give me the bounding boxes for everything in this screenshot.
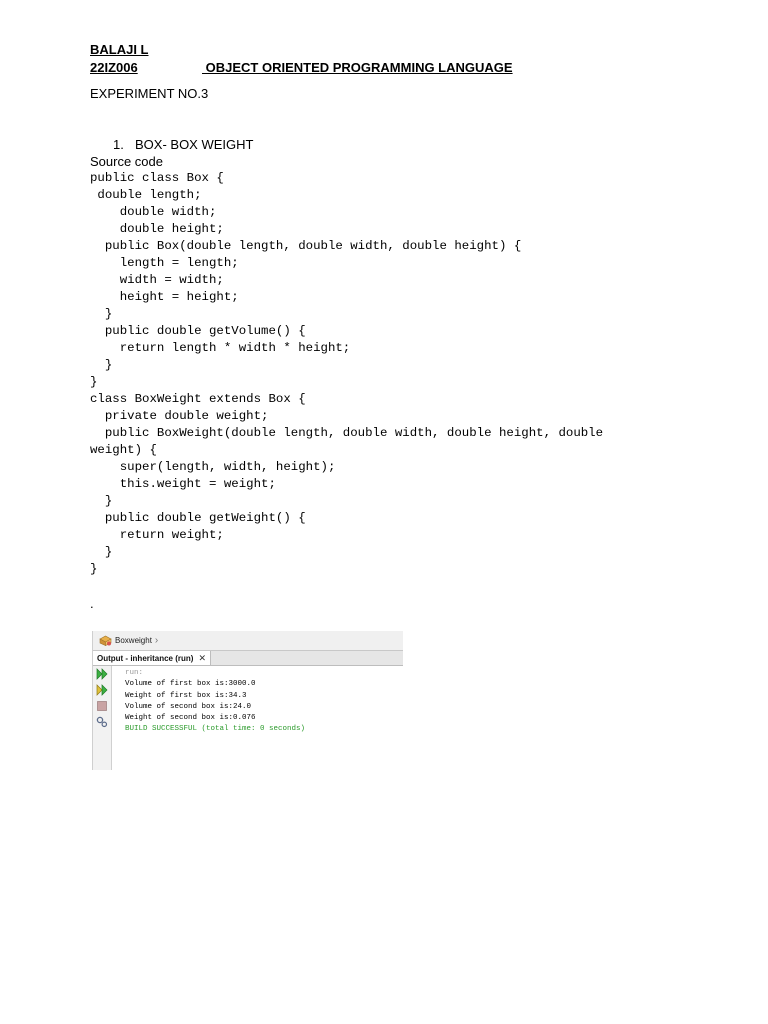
output-line: Weight of second box is:0.076 bbox=[125, 714, 256, 723]
output-panel bbox=[93, 666, 403, 770]
output-line: Volume of second box is:24.0 bbox=[125, 702, 252, 711]
code-line: } bbox=[90, 307, 113, 321]
project-crumb-label[interactable]: Boxweight bbox=[115, 636, 152, 645]
code-line: double length; bbox=[90, 188, 202, 202]
code-line: double width; bbox=[90, 205, 217, 219]
output-toolbar bbox=[93, 666, 112, 770]
rerun-modified-icon[interactable] bbox=[96, 684, 108, 696]
code-line: public double getVolume() { bbox=[90, 324, 306, 338]
code-line: } bbox=[90, 375, 98, 389]
code-line: public class Box { bbox=[90, 171, 224, 185]
code-line: } bbox=[90, 562, 98, 576]
code-line: private double weight; bbox=[90, 409, 269, 423]
output-console bbox=[125, 668, 305, 736]
code-line: width = width; bbox=[90, 273, 224, 287]
roll-number: 22IZ006 bbox=[90, 60, 138, 75]
settings-icon[interactable] bbox=[96, 716, 108, 728]
project-icon bbox=[99, 635, 112, 646]
list-title: BOX- BOX WEIGHT bbox=[135, 137, 254, 152]
code-line: length = length; bbox=[90, 256, 239, 270]
code-line: class BoxWeight extends Box { bbox=[90, 392, 306, 406]
rerun-icon[interactable] bbox=[96, 668, 108, 680]
author-name: BALAJI L bbox=[90, 42, 149, 57]
code-line: } bbox=[90, 545, 113, 559]
output-line: Volume of first box is:3000.0 bbox=[125, 680, 256, 689]
code-line: return weight; bbox=[90, 528, 224, 542]
subject-title: OBJECT ORIENTED PROGRAMMING LANGUAGE bbox=[202, 60, 513, 75]
trailing-dot: . bbox=[90, 596, 94, 611]
code-line: public BoxWeight(double length, double width, double height, double bbox=[90, 426, 604, 440]
source-code-label: Source code bbox=[90, 154, 163, 169]
code-line: this.weight = weight; bbox=[90, 477, 276, 491]
stop-icon[interactable] bbox=[96, 700, 108, 712]
code-line: height = height; bbox=[90, 290, 239, 304]
code-line: super(length, width, height); bbox=[90, 460, 336, 474]
code-line: double height; bbox=[90, 222, 224, 236]
output-line: BUILD SUCCESSFUL (total time: 0 seconds) bbox=[125, 725, 306, 734]
tab-output-inheritance[interactable] bbox=[93, 651, 211, 665]
code-line: public Box(double length, double width, double height) { bbox=[90, 239, 522, 253]
source-code-block bbox=[90, 170, 603, 578]
tab-label: Output - inheritance (run) bbox=[97, 653, 194, 663]
project-breadcrumb bbox=[93, 631, 403, 651]
code-line: } bbox=[90, 494, 113, 508]
code-line: public double getWeight() { bbox=[90, 511, 306, 525]
experiment-number: EXPERIMENT NO.3 bbox=[90, 86, 209, 101]
close-icon[interactable]: ✕ bbox=[198, 652, 206, 663]
output-line: Weight of first box is:34.3 bbox=[125, 691, 247, 700]
code-line: return length * width * height; bbox=[90, 341, 351, 355]
code-line: } bbox=[90, 358, 113, 372]
chevron-right-icon[interactable]: › bbox=[154, 635, 159, 646]
list-number: 1. bbox=[113, 137, 124, 152]
ide-output-screenshot bbox=[92, 631, 403, 770]
output-tab-bar bbox=[93, 651, 403, 666]
output-line: run: bbox=[125, 669, 144, 677]
list-item-box-weight bbox=[113, 137, 253, 152]
code-line: weight) { bbox=[90, 443, 157, 457]
